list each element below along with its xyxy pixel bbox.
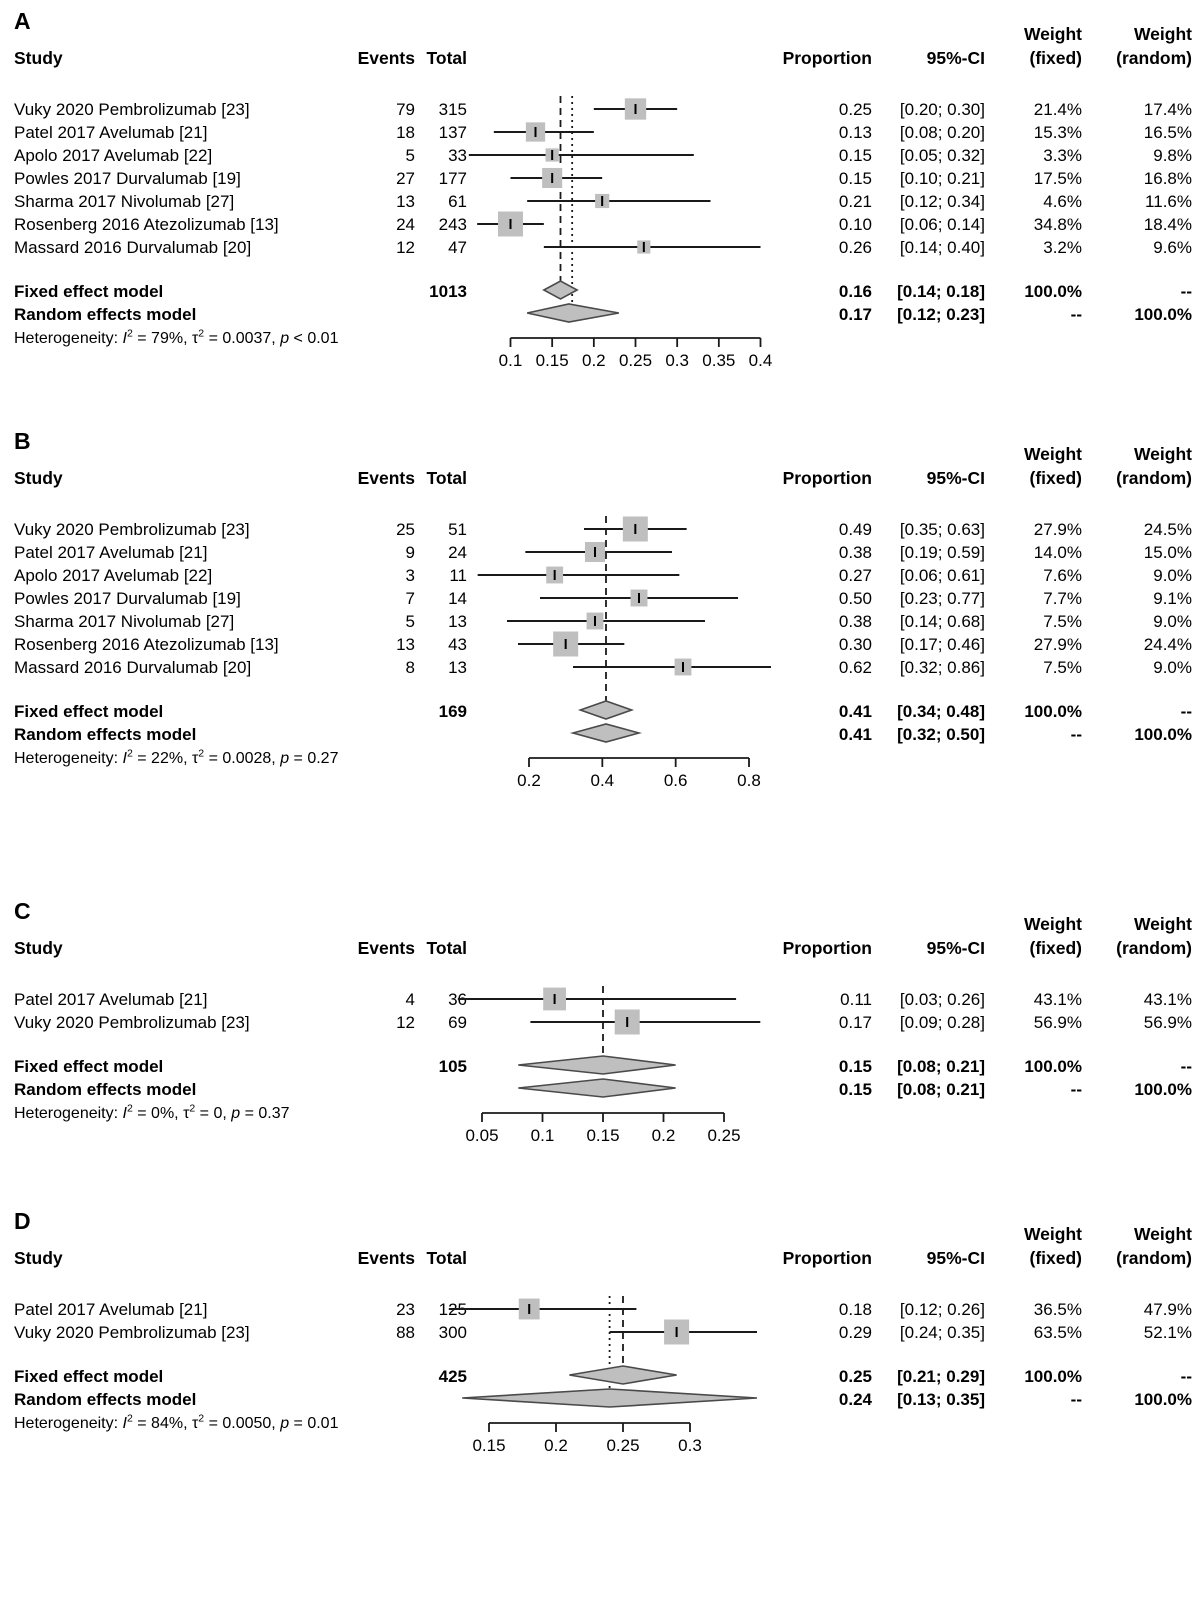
study-proportion: 0.27 (838, 566, 872, 585)
study-marker (458, 988, 736, 1010)
heterogeneity-text: Heterogeneity: $I^2 = 79\%$, $\tau^2 = 0.0037$, p < 0.01 (14, 327, 339, 347)
random-model-label: Random effects model (14, 1080, 197, 1099)
x-axis (489, 1423, 690, 1432)
fixed-model-total: 1013 (429, 282, 467, 301)
random-model-label: Random effects model (14, 725, 197, 744)
study-weight-fixed: 4.6% (1043, 192, 1082, 211)
column-header-weight-random-2: (random) (1116, 468, 1192, 488)
column-header-proportion: Proportion (782, 48, 872, 68)
random-model-label: Random effects model (14, 305, 197, 324)
study-events: 4 (405, 990, 415, 1009)
study-weight-random: 9.1% (1153, 589, 1192, 608)
random-model-proportion: 0.17 (838, 305, 872, 324)
study-marker (478, 567, 680, 583)
column-header-weight-fixed-2: (fixed) (1029, 938, 1082, 958)
random-effects-diamond (527, 304, 619, 322)
study-label: Powles 2017 Durvalumab [19] (14, 589, 241, 608)
study-proportion: 0.26 (838, 238, 872, 257)
study-total: 69 (448, 1013, 467, 1032)
study-events: 13 (396, 635, 415, 654)
fixed-model-weight-fixed: 100.0% (1024, 1367, 1082, 1386)
column-header-proportion: Proportion (782, 938, 872, 958)
random-model-ci: [0.12; 0.23] (897, 305, 985, 324)
study-total: 125 (438, 1300, 467, 1319)
study-ci: [0.19; 0.59] (899, 543, 985, 562)
study-total: 11 (449, 566, 467, 585)
study-total: 51 (448, 520, 467, 539)
study-proportion: 0.10 (838, 215, 872, 234)
study-weight-fixed: 36.5% (1033, 1300, 1082, 1319)
study-proportion: 0.50 (838, 589, 872, 608)
study-weight-fixed: 43.1% (1033, 990, 1082, 1009)
study-proportion: 0.62 (838, 658, 872, 677)
study-proportion: 0.21 (838, 192, 872, 211)
study-proportion: 0.15 (838, 169, 872, 188)
study-marker (610, 1320, 757, 1344)
study-label: Powles 2017 Durvalumab [19] (14, 169, 241, 188)
study-ci: [0.06; 0.61] (899, 566, 985, 585)
study-total: 24 (448, 543, 467, 562)
study-marker (525, 542, 672, 561)
study-weight-fixed: 34.8% (1033, 215, 1082, 234)
study-label: Apolo 2017 Avelumab [22] (14, 566, 213, 585)
study-ci: [0.12; 0.34] (899, 192, 985, 211)
heterogeneity-text: Heterogeneity: $I^2 = 0\%$, $\tau^2 = 0$, p = 0.37 (14, 1102, 290, 1122)
study-marker (494, 123, 594, 141)
fixed-model-ci: [0.08; 0.21] (897, 1057, 985, 1076)
x-axis-tick-label: 0.1 (498, 351, 523, 370)
x-axis-tick-label: 0.3 (678, 1436, 702, 1455)
study-weight-fixed: 63.5% (1033, 1323, 1082, 1342)
study-events: 25 (396, 520, 415, 539)
study-proportion: 0.15 (838, 146, 872, 165)
x-axis-tick-label: 0.8 (737, 771, 761, 790)
study-marker (518, 632, 624, 656)
study-events: 7 (405, 589, 415, 608)
study-events: 3 (405, 566, 415, 585)
random-model-proportion: 0.41 (838, 725, 872, 744)
fixed-model-ci: [0.21; 0.29] (897, 1367, 985, 1386)
random-model-weight-random: 100.0% (1134, 305, 1192, 324)
study-proportion: 0.18 (838, 1300, 872, 1319)
study-label: Vuky 2020 Pembrolizumab [23] (14, 1323, 250, 1342)
x-axis-tick-label: 0.25 (707, 1126, 741, 1145)
random-model-weight-fixed: -- (1070, 1390, 1082, 1409)
x-axis-tick-label: 0.6 (663, 771, 688, 790)
study-weight-fixed: 7.6% (1043, 566, 1082, 585)
study-marker (449, 1299, 637, 1319)
heterogeneity-text: Heterogeneity: $I^2 = 84\%$, $\tau^2 = 0.0050$, p = 0.01 (14, 1412, 339, 1432)
column-header-weight-fixed-1: Weight (1023, 1224, 1082, 1244)
study-events: 23 (396, 1300, 415, 1319)
column-header-weight-fixed-1: Weight (1023, 24, 1082, 44)
study-weight-random: 9.0% (1153, 612, 1192, 631)
study-weight-fixed: 14.0% (1033, 543, 1082, 562)
study-total: 137 (438, 123, 467, 142)
random-effects-diamond (573, 724, 639, 742)
study-total: 47 (448, 238, 467, 257)
study-ci: [0.12; 0.26] (899, 1300, 985, 1319)
column-header-proportion: Proportion (782, 468, 872, 488)
study-proportion: 0.29 (838, 1323, 872, 1342)
study-events: 18 (396, 123, 415, 142)
x-axis-tick-label: 0.3 (665, 351, 689, 370)
fixed-model-weight-fixed: 100.0% (1024, 1057, 1082, 1076)
study-ci: [0.23; 0.77] (899, 589, 985, 608)
random-model-proportion: 0.15 (838, 1080, 872, 1099)
study-total: 14 (448, 589, 467, 608)
study-ci: [0.09; 0.28] (899, 1013, 985, 1032)
column-header-weight-random-1: Weight (1133, 1224, 1192, 1244)
study-label: Sharma 2017 Nivolumab [27] (14, 192, 235, 211)
x-axis (482, 1113, 724, 1122)
fixed-model-label: Fixed effect model (14, 1367, 164, 1386)
study-weight-random: 17.4% (1143, 100, 1192, 119)
x-axis-tick-label: 0.05 (465, 1126, 499, 1145)
study-marker (477, 212, 544, 236)
study-weight-random: 18.4% (1143, 215, 1192, 234)
study-weight-fixed: 21.4% (1033, 100, 1082, 119)
random-effects-diamond (518, 1079, 675, 1097)
study-events: 12 (396, 1013, 415, 1032)
study-label: Vuky 2020 Pembrolizumab [23] (14, 100, 250, 119)
column-header-proportion: Proportion (782, 1248, 872, 1268)
x-axis (529, 758, 749, 767)
random-model-ci: [0.13; 0.35] (897, 1390, 985, 1409)
x-axis-tick-label: 0.2 (651, 1126, 676, 1145)
study-ci: [0.05; 0.32] (899, 146, 985, 165)
study-events: 79 (396, 100, 415, 119)
random-model-ci: [0.32; 0.50] (897, 725, 985, 744)
random-model-ci: [0.08; 0.21] (897, 1080, 985, 1099)
study-events: 13 (396, 192, 415, 211)
study-weight-fixed: 27.9% (1033, 635, 1082, 654)
study-weight-fixed: 17.5% (1033, 169, 1082, 188)
heterogeneity-text: Heterogeneity: $I^2 = 22\%$, $\tau^2 = 0.0028$, p = 0.27 (14, 747, 339, 767)
study-marker (594, 99, 677, 119)
column-header-weight-fixed-2: (fixed) (1029, 1248, 1082, 1268)
study-total: 300 (438, 1323, 467, 1342)
study-weight-random: 56.9% (1143, 1013, 1192, 1032)
column-header-ci: 95%-CI (926, 468, 985, 488)
fixed-model-weight-random: -- (1180, 702, 1192, 721)
column-header-total: Total (426, 48, 467, 68)
study-total: 315 (438, 100, 467, 119)
study-label: Patel 2017 Avelumab [21] (14, 990, 208, 1009)
x-axis-tick-label: 0.25 (618, 351, 653, 370)
study-marker (511, 168, 603, 187)
fixed-model-weight-fixed: 100.0% (1024, 282, 1082, 301)
study-ci: [0.17; 0.46] (899, 635, 985, 654)
study-events: 88 (396, 1323, 415, 1342)
study-label: Vuky 2020 Pembrolizumab [23] (14, 520, 250, 539)
study-weight-random: 9.0% (1153, 566, 1192, 585)
column-header-ci: 95%-CI (926, 1248, 985, 1268)
study-marker (584, 517, 687, 541)
study-ci: [0.32; 0.86] (899, 658, 985, 677)
fixed-effect-diamond (580, 701, 631, 719)
random-model-weight-fixed: -- (1070, 1080, 1082, 1099)
study-marker (530, 1010, 760, 1034)
study-proportion: 0.11 (840, 990, 872, 1009)
study-weight-fixed: 7.5% (1043, 658, 1082, 677)
x-axis-tick-label: 0.35 (702, 351, 736, 370)
random-model-weight-fixed: -- (1070, 725, 1082, 744)
fixed-model-proportion: 0.16 (838, 282, 872, 301)
study-marker (527, 194, 710, 207)
study-ci: [0.03; 0.26] (899, 990, 985, 1009)
column-header-weight-fixed-1: Weight (1023, 444, 1082, 464)
random-model-label: Random effects model (14, 1390, 197, 1409)
study-events: 27 (396, 169, 415, 188)
column-header-study: Study (14, 1248, 63, 1268)
fixed-model-weight-fixed: 100.0% (1024, 702, 1082, 721)
study-weight-random: 15.0% (1143, 543, 1192, 562)
study-total: 36 (448, 990, 467, 1009)
column-header-weight-random-1: Weight (1133, 444, 1192, 464)
panel-letter-A: A (14, 8, 31, 34)
study-events: 8 (405, 658, 415, 677)
fixed-model-label: Fixed effect model (14, 1057, 164, 1076)
study-total: 243 (438, 215, 467, 234)
study-label: Apolo 2017 Avelumab [22] (14, 146, 213, 165)
random-model-weight-fixed: -- (1070, 305, 1082, 324)
x-axis-tick-label: 0.15 (586, 1126, 620, 1145)
study-marker (544, 241, 761, 253)
study-label: Massard 2016 Durvalumab [20] (14, 238, 252, 257)
study-ci: [0.14; 0.40] (899, 238, 985, 257)
study-label: Rosenberg 2016 Atezolizumab [13] (14, 215, 279, 234)
study-ci: [0.35; 0.63] (899, 520, 985, 539)
study-label: Patel 2017 Avelumab [21] (14, 1300, 208, 1319)
study-label: Rosenberg 2016 Atezolizumab [13] (14, 635, 279, 654)
study-events: 5 (405, 146, 415, 165)
study-weight-random: 9.0% (1153, 658, 1192, 677)
column-header-weight-random-2: (random) (1116, 938, 1192, 958)
fixed-effect-diamond (518, 1056, 675, 1074)
panel-B (0, 420, 1200, 840)
column-header-total: Total (426, 468, 467, 488)
study-events: 12 (396, 238, 415, 257)
study-weight-fixed: 15.3% (1033, 123, 1082, 142)
fixed-effect-diamond (569, 1366, 676, 1384)
fixed-model-weight-random: -- (1180, 282, 1192, 301)
fixed-model-proportion: 0.41 (838, 702, 872, 721)
x-axis-tick-label: 0.25 (606, 1436, 640, 1455)
column-header-ci: 95%-CI (926, 938, 985, 958)
x-axis (511, 338, 761, 347)
study-weight-fixed: 7.5% (1043, 612, 1082, 631)
study-label: Sharma 2017 Nivolumab [27] (14, 612, 235, 631)
study-ci: [0.20; 0.30] (899, 100, 985, 119)
column-header-weight-random-1: Weight (1133, 24, 1192, 44)
study-weight-random: 16.8% (1143, 169, 1192, 188)
study-label: Massard 2016 Durvalumab [20] (14, 658, 252, 677)
column-header-study: Study (14, 468, 63, 488)
column-header-study: Study (14, 938, 63, 958)
study-proportion: 0.49 (838, 520, 872, 539)
study-total: 13 (448, 658, 467, 677)
study-proportion: 0.30 (838, 635, 872, 654)
study-total: 33 (448, 146, 467, 165)
fixed-model-total: 425 (438, 1367, 467, 1386)
column-header-total: Total (426, 938, 467, 958)
panel-D (0, 1200, 1200, 1620)
study-total: 177 (438, 169, 467, 188)
study-total: 61 (448, 192, 467, 211)
column-header-weight-fixed-1: Weight (1023, 914, 1082, 934)
study-weight-random: 9.8% (1153, 146, 1192, 165)
fixed-model-label: Fixed effect model (14, 282, 164, 301)
study-ci: [0.14; 0.68] (899, 612, 985, 631)
column-header-study: Study (14, 48, 63, 68)
random-model-proportion: 0.24 (838, 1390, 872, 1409)
study-weight-random: 9.6% (1153, 238, 1192, 257)
study-proportion: 0.17 (838, 1013, 872, 1032)
study-total: 43 (448, 635, 467, 654)
column-header-events: Events (357, 48, 415, 68)
x-axis-tick-label: 0.4 (590, 771, 615, 790)
study-weight-fixed: 7.7% (1043, 589, 1082, 608)
study-ci: [0.06; 0.14] (899, 215, 985, 234)
study-events: 24 (396, 215, 415, 234)
fixed-model-weight-random: -- (1180, 1367, 1192, 1386)
study-weight-random: 24.5% (1143, 520, 1192, 539)
x-axis-tick-label: 0.2 (517, 771, 541, 790)
study-events: 9 (405, 543, 415, 562)
study-proportion: 0.25 (838, 100, 872, 119)
study-events: 5 (405, 612, 415, 631)
study-weight-random: 11.6% (1145, 192, 1192, 211)
study-ci: [0.10; 0.21] (899, 169, 985, 188)
random-model-weight-random: 100.0% (1134, 1390, 1192, 1409)
random-model-weight-random: 100.0% (1134, 1080, 1192, 1099)
fixed-model-ci: [0.14; 0.18] (897, 282, 985, 301)
study-proportion: 0.13 (838, 123, 872, 142)
study-ci: [0.24; 0.35] (899, 1323, 985, 1342)
fixed-model-proportion: 0.15 (838, 1057, 872, 1076)
study-label: Patel 2017 Avelumab [21] (14, 123, 208, 142)
fixed-model-ci: [0.34; 0.48] (897, 702, 985, 721)
study-weight-fixed: 3.2% (1043, 238, 1082, 257)
study-weight-random: 47.9% (1143, 1300, 1192, 1319)
study-proportion: 0.38 (838, 612, 872, 631)
panel-letter-B: B (14, 428, 31, 454)
fixed-model-total: 169 (438, 702, 467, 721)
panel-letter-D: D (14, 1208, 31, 1234)
column-header-total: Total (426, 1248, 467, 1268)
x-axis-tick-label: 0.1 (530, 1126, 555, 1145)
panel-letter-C: C (14, 898, 31, 924)
study-total: 13 (448, 612, 467, 631)
column-header-weight-fixed-2: (fixed) (1029, 48, 1082, 68)
column-header-weight-random-2: (random) (1116, 1248, 1192, 1268)
column-header-events: Events (357, 938, 415, 958)
fixed-model-proportion: 0.25 (838, 1367, 872, 1386)
study-weight-random: 16.5% (1143, 123, 1192, 142)
study-marker (540, 590, 738, 606)
study-weight-random: 24.4% (1143, 635, 1192, 654)
study-proportion: 0.38 (838, 543, 872, 562)
x-axis-tick-label: 0.4 (748, 351, 773, 370)
study-label: Vuky 2020 Pembrolizumab [23] (14, 1013, 250, 1032)
fixed-model-weight-random: -- (1180, 1057, 1192, 1076)
column-header-ci: 95%-CI (926, 48, 985, 68)
study-marker (573, 659, 771, 675)
study-weight-random: 52.1% (1143, 1323, 1192, 1342)
column-header-weight-random-2: (random) (1116, 48, 1192, 68)
fixed-model-total: 105 (438, 1057, 467, 1076)
x-axis-tick-label: 0.2 (582, 351, 606, 370)
study-weight-fixed: 27.9% (1033, 520, 1082, 539)
fixed-model-label: Fixed effect model (14, 702, 164, 721)
study-weight-fixed: 56.9% (1033, 1013, 1082, 1032)
random-model-weight-random: 100.0% (1134, 725, 1192, 744)
x-axis-tick-label: 0.15 (472, 1436, 506, 1455)
study-marker (469, 149, 694, 161)
x-axis-tick-label: 0.2 (544, 1436, 568, 1455)
study-label: Patel 2017 Avelumab [21] (14, 543, 208, 562)
study-weight-random: 43.1% (1143, 990, 1192, 1009)
column-header-weight-fixed-2: (fixed) (1029, 468, 1082, 488)
study-ci: [0.08; 0.20] (899, 123, 985, 142)
column-header-events: Events (357, 468, 415, 488)
random-effects-diamond (462, 1389, 757, 1407)
column-header-events: Events (357, 1248, 415, 1268)
study-weight-fixed: 3.3% (1043, 146, 1082, 165)
column-header-weight-random-1: Weight (1133, 914, 1192, 934)
panel-A (0, 0, 1200, 420)
x-axis-tick-label: 0.15 (535, 351, 569, 370)
